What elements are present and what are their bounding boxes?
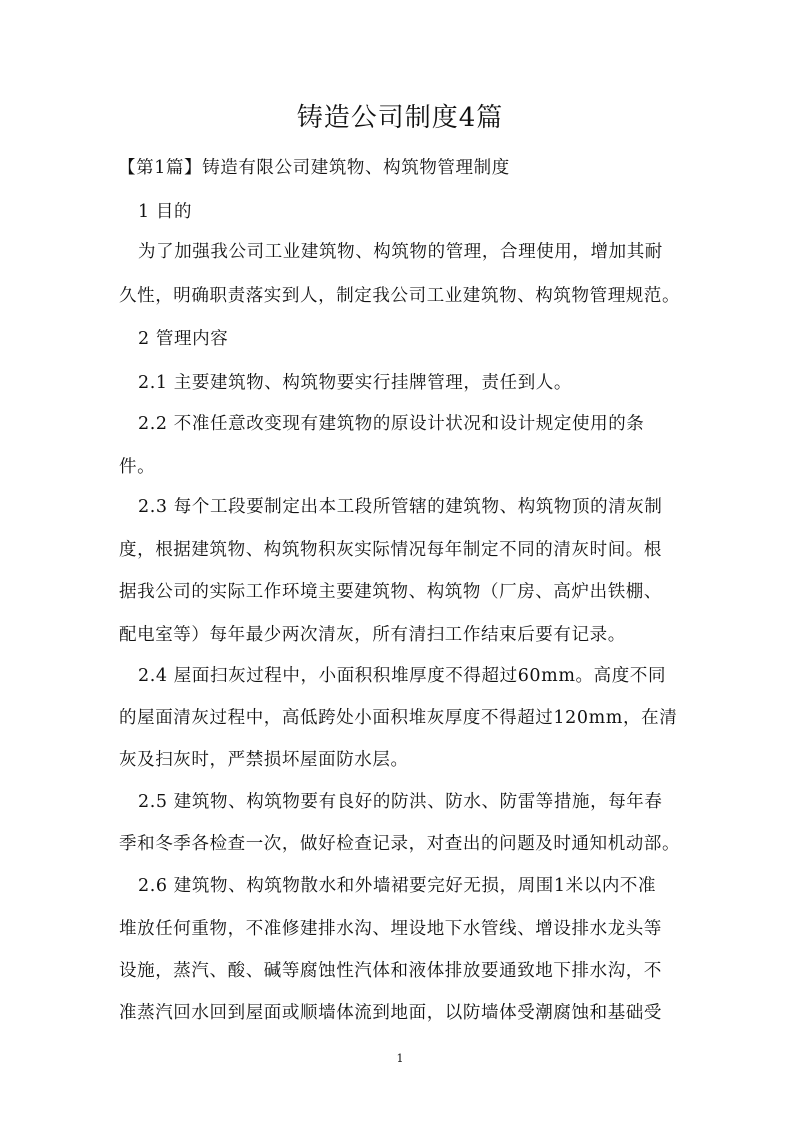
paragraph-line: 2.6 建筑物、构筑物散水和外墙裙要完好无损，周围1米以内不准 (138, 876, 657, 896)
paragraph-line: 2.4 屋面扫灰过程中，小面积积堆厚度不得超过60mm。高度不同 (138, 666, 667, 686)
paragraph-line: 2 管理内容 (138, 329, 229, 349)
paragraph-line: 配电室等）每年最少两次清灰，所有清扫工作结束后要有记录。 (119, 625, 626, 645)
paragraph-line: 堆放任何重物，不准修建排水沟、埋设地下水管线、增设排水龙头等 (119, 919, 662, 939)
page-number: 1 (396, 1052, 404, 1065)
paragraph-line: 久性，明确职责落实到人，制定我公司工业建筑物、构筑物管理规范。 (119, 286, 681, 306)
paragraph-line: 2.2 不准任意改变现有建筑物的原设计状况和设计规定使用的条 (138, 414, 645, 434)
document-title: 铸造公司制度4篇 (296, 103, 504, 133)
paragraph-line: 1 目的 (138, 202, 193, 222)
paragraph-line: 2.3 每个工段要制定出本工段所管辖的建筑物、构筑物顶的清灰制 (138, 497, 663, 517)
paragraph-line: 灰及扫灰时，严禁损坏屋面防水层。 (119, 750, 409, 770)
paragraph-line: 件。 (119, 457, 156, 477)
paragraph-line: 为了加强我公司工业建筑物、构筑物的管理，合理使用，增加其耐 (138, 242, 663, 262)
paragraph-line: 季和冬季各检查一次，做好检查记录，对查出的问题及时通知机动部。 (119, 834, 681, 854)
paragraph-line: 2.5 建筑物、构筑物要有良好的防洪、防水、防雷等措施，每年春 (138, 792, 663, 812)
paragraph-line: 度，根据建筑物、构筑物积灰实际情况每年制定不同的清灰时间。根 (119, 540, 662, 560)
paragraph-line: 准蒸汽回水回到屋面或顺墙体流到地面，以防墙体受潮腐蚀和基础受 (119, 1003, 662, 1023)
paragraph-line: 的屋面清灰过程中，高低跨处小面积堆灰厚度不得超过120mm，在清 (119, 708, 678, 728)
paragraph-line: 据我公司的实际工作环境主要建筑物、构筑物（厂房、高炉出铁棚、 (119, 582, 662, 602)
paragraph-line: 2.1 主要建筑物、构筑物要实行挂牌管理，责任到人。 (138, 373, 572, 393)
section-heading: 【第1篇】铸造有限公司建筑物、构筑物管理制度 (118, 158, 510, 178)
paragraph-line: 设施，蒸汽、酸、碱等腐蚀性汽体和液体排放要通致地下排水沟，不 (119, 961, 662, 981)
